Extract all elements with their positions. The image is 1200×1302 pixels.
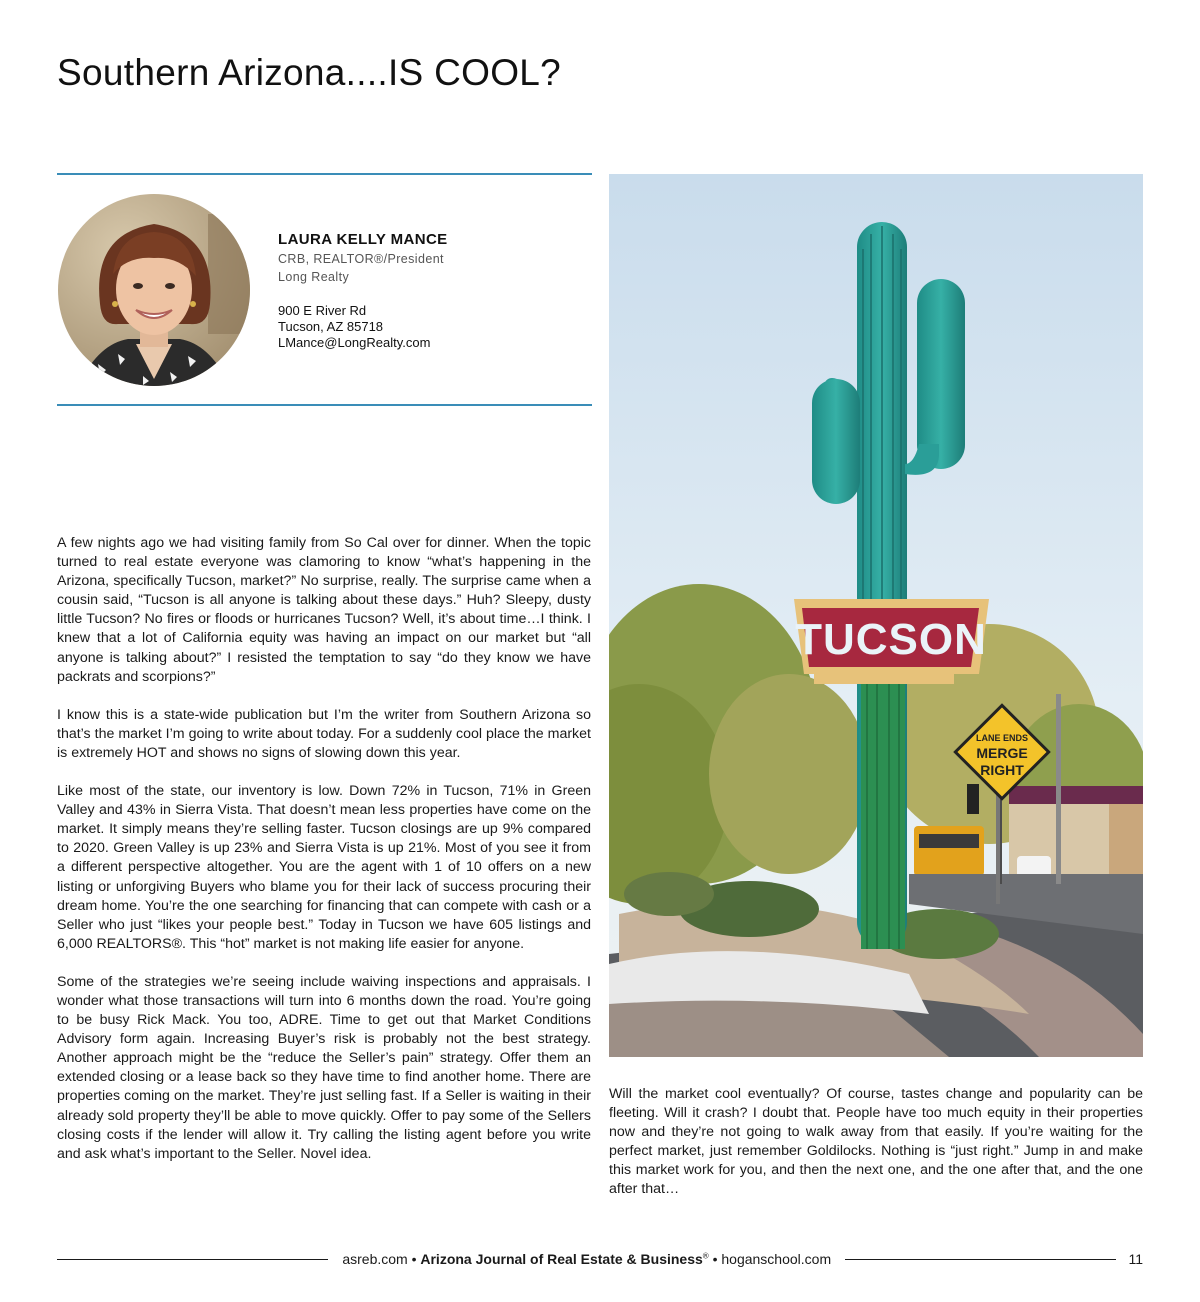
merge-sign-line3: RIGHT <box>980 762 1024 778</box>
author-address <box>278 303 448 351</box>
footer-hoganschool-link[interactable]: hoganschool.com <box>721 1251 832 1267</box>
footer-asreb-link[interactable]: asreb.com <box>342 1251 408 1267</box>
footer-separator-2: • <box>712 1251 718 1267</box>
article-title: Southern Arizona....IS COOL? <box>57 52 562 93</box>
author-email[interactable]: LMance@LongRealty.com <box>278 335 431 350</box>
paragraph-4: Some of the strategies we’re seeing include waiving inspections and appraisals. I wonder what those transactions will turn into 6 months down the road. You’re going to be busy Rick Mack. You too, ADRE. Time to get out that Market Conditions Advisory form again. Increasing Buyer’s risk is probably not the best strategy. Another approach might be the “reduce the Seller’s pain” strategy. Offer them an extended closing or a lease back so they have time to find another home. There are properties coming on the market. They’re just selling fast. If a Seller is waiting in their already sold property they’ll be able to move quickly. Offer to pay some of the Sellers closing costs if the lender will allow it. Try calling the listing agent before you write and ask what’s important to the Seller. Novel idea. <box>57 973 591 1162</box>
footer-registered-mark: ® <box>702 1251 709 1261</box>
footer-credits <box>328 1251 845 1267</box>
tucson-sign <box>794 599 989 684</box>
author-box-top-rule <box>57 173 592 175</box>
author-address-line1: 900 E River Rd <box>278 303 367 318</box>
author-name: LAURA KELLY MANCE <box>278 231 448 248</box>
page-footer <box>57 1248 1143 1270</box>
author-photo <box>58 194 250 386</box>
article-body-right-column <box>609 1085 1143 1219</box>
paragraph-1: A few nights ago we had visiting family from So Cal over for dinner. When the topic turned to real estate everyone was clamoring to know “what’s happening in the Arizona, specifically Tucson, market?” No surprise, really. The surprise came when a cousin said, “Tucson is all anyone is talking about these days.” Huh? Sleepy, dusty little Tucson? No fires or floods or hurricanes Tucson? Well, it’s about time…I think. I knew that a lot of California equity was having an impact on our market but “all anyone is talking about?” I resisted the temptation to say “do they know we have packrats and scorpions?” <box>57 535 591 685</box>
author-info <box>278 231 448 351</box>
author-credentials: CRB, REALTOR®/President <box>278 252 444 266</box>
merge-sign-line2: MERGE <box>976 745 1028 761</box>
footer-right-rule <box>845 1259 1116 1260</box>
paragraph-3: Like most of the state, our inventory is low. Down 72% in Tucson, 71% in Green Valley and 43% in Sierra Vista. That doesn’t mean less properties have come on the market. It simply means they’re selling faster. Tucson closings are up 9% compared to 2020. Green Valley is up 23% and Sierra Vista is up 21%. Most of you see it from a different perspective altogether. You are the agent with 1 of 10 offers on a new listing or unforgiving Buyers who blame you for their lack of success procuring their dream home. You’re the one searching for financing that can compete with cash or a Seller who just “likes your people best.” Today in Tucson we have 605 listings and 6,000 REALTORS®. This “hot” market is not making life easier for anyone. <box>57 783 591 952</box>
article-body-left-column <box>57 534 591 1183</box>
paragraph-2: I know this is a state-wide publication but I’m the writer from Southern Arizona so that’s the market I’m going to write about today. For a suddenly cool place the market is extremely HOT and shows no signs of slowing down this year. <box>57 706 591 761</box>
page-number: 11 <box>1128 1251 1143 1267</box>
author-address-line2: Tucson, AZ 85718 <box>278 319 384 334</box>
merge-sign-line1: LANE ENDS <box>975 733 1029 743</box>
paragraph-5: Will the market cool eventually? Of course, tastes change and popularity can be fleeting. Will it crash? I doubt that. People have too much equity in their properties now and they’re not going to walk away from that easily. If you’re waiting for the perfect market, just remember Goldilocks. Nothing is “just right.” Jump in and make this market work for you, and then the next one, and the one after that, and the one after that… <box>609 1086 1143 1198</box>
footer-separator: • <box>411 1251 417 1267</box>
author-company: Long Realty <box>278 270 350 284</box>
footer-journal-name: Arizona Journal of Real Estate & Business <box>420 1251 703 1267</box>
footer-left-rule <box>57 1259 328 1260</box>
author-box-bottom-rule <box>57 404 592 406</box>
tucson-sign-text: TUCSON <box>795 615 987 664</box>
tucson-cactus-sign-photo <box>609 174 1143 1057</box>
